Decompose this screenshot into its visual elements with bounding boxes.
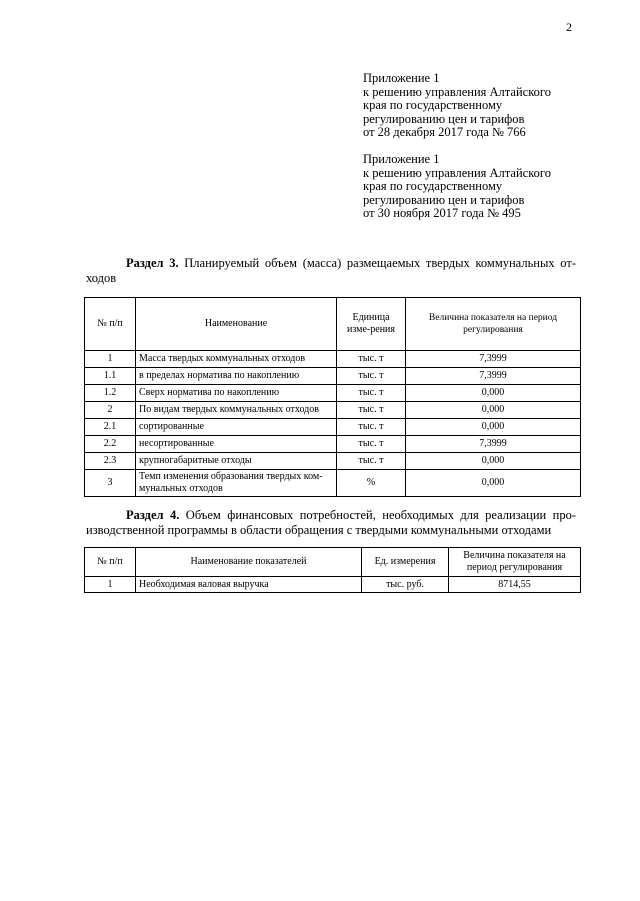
table-header-row	[85, 298, 581, 351]
table-row	[85, 453, 581, 470]
appendix-block-previous	[363, 153, 551, 221]
cell-name: крупногабаритные отходы	[136, 453, 337, 470]
appendix-block-current	[363, 72, 551, 140]
header-name: Наименование показателей	[136, 548, 362, 577]
cell-value: 0,000	[406, 419, 581, 436]
section-4-heading	[86, 508, 576, 538]
appendix-line: от 28 декабря 2017 года № 766	[363, 125, 526, 139]
table-header-row	[85, 548, 581, 577]
header-num: № п/п	[85, 548, 136, 577]
cell-value: 0,000	[406, 385, 581, 402]
header-num: № п/п	[85, 298, 136, 351]
appendix-line: Приложение 1	[363, 152, 440, 166]
cell-num: 2.1	[85, 419, 136, 436]
cell-num: 2.3	[85, 453, 136, 470]
cell-unit: тыс. т	[337, 402, 406, 419]
section-3-title-line1: Планируемый объем (масса) размещаемых твердых коммунальных от-	[178, 256, 576, 270]
cell-unit: %	[337, 470, 406, 497]
appendix-line: регулированию цен и тарифов	[363, 111, 525, 126]
cell-unit: тыс. т	[337, 351, 406, 368]
cell-value: 0,000	[406, 402, 581, 419]
cell-name: несортированные	[136, 436, 337, 453]
cell-value: 7,3999	[406, 368, 581, 385]
header-name: Наименование	[136, 298, 337, 351]
cell-name: Необходимая валовая выручка	[136, 577, 362, 593]
cell-name: По видам твердых коммунальных отходов	[136, 402, 337, 419]
cell-num: 1.2	[85, 385, 136, 402]
header-value: Величина показателя на период регулирования	[449, 548, 581, 577]
section-4-title-line1: Объем финансовых потребностей, необходимых для реализации про-	[179, 508, 576, 522]
cell-value: 7,3999	[406, 436, 581, 453]
appendix-line: к решению управления Алтайского	[363, 165, 551, 180]
cell-unit: тыс. т	[337, 368, 406, 385]
waste-volume-table	[84, 297, 581, 497]
appendix-line: к решению управления Алтайского	[363, 84, 551, 99]
page-number: 2	[566, 20, 572, 34]
appendix-line: регулированию цен и тарифов	[363, 192, 525, 207]
table-row	[85, 385, 581, 402]
header-unit: Единица изме-рения	[337, 298, 406, 351]
cell-num: 2	[85, 402, 136, 419]
cell-name: в пределах норматива по накоплению	[136, 368, 337, 385]
cell-name: Сверх норматива по накоплению	[136, 385, 337, 402]
cell-unit: тыс. т	[337, 419, 406, 436]
section-3-label: Раздел 3.	[126, 256, 179, 270]
table-row	[85, 470, 581, 497]
table-row	[85, 402, 581, 419]
cell-unit: тыс. т	[337, 453, 406, 470]
financial-needs-table	[84, 547, 581, 593]
table-row	[85, 436, 581, 453]
cell-num: 1	[85, 351, 136, 368]
cell-num: 3	[85, 470, 136, 497]
cell-name: Темп изменения образования твердых ком-мунальных отходов	[136, 470, 337, 497]
cell-num: 1	[85, 577, 136, 593]
section-3-title-line2: ходов	[86, 271, 117, 285]
cell-value: 0,000	[406, 453, 581, 470]
cell-unit: тыс. т	[337, 436, 406, 453]
cell-name: сортированные	[136, 419, 337, 436]
appendix-line: края по государственному	[363, 179, 503, 193]
section-3-heading	[86, 256, 576, 286]
section-4-label: Раздел 4.	[126, 508, 180, 522]
cell-value: 8714,55	[449, 577, 581, 593]
table-row	[85, 419, 581, 436]
header-unit: Ед. измерения	[362, 548, 449, 577]
table-row	[85, 368, 581, 385]
appendix-line: края по государственному	[363, 98, 503, 112]
appendix-line: от 30 ноября 2017 года № 495	[363, 206, 521, 220]
header-value: Величина показателя на период регулирования	[406, 298, 581, 351]
section-4-title-line2: изводственной программы в области обращения с твердыми коммунальными отходами	[86, 523, 552, 537]
table-row	[85, 577, 581, 593]
cell-name: Масса твердых коммунальных отходов	[136, 351, 337, 368]
table-row	[85, 351, 581, 368]
cell-unit: тыс. т	[337, 385, 406, 402]
cell-num: 2.2	[85, 436, 136, 453]
appendix-line: Приложение 1	[363, 71, 440, 85]
cell-unit: тыс. руб.	[362, 577, 449, 593]
cell-value: 7,3999	[406, 351, 581, 368]
cell-num: 1.1	[85, 368, 136, 385]
cell-value: 0,000	[406, 470, 581, 497]
